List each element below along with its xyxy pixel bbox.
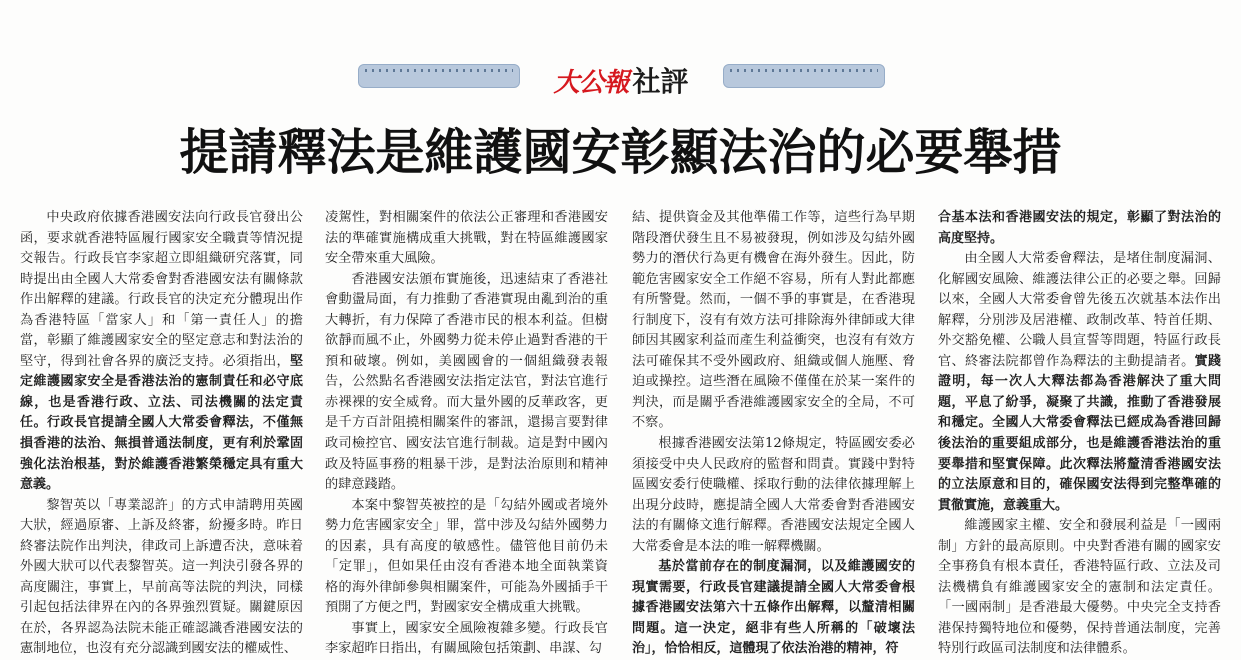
body-text: 結、提供資金及其他準備工作等，這些行為早期階段潛伏發生且不易被發現，例如涉及勾結外國勢力的潛伏行為更有機會在海外發生。因此，防範危害國家安全工作絕不容易，所有人對此都應有所警覺。然而，一個不爭的事實是，在香港現行制度下，沒有有效方法可排除海外律師或大律師因其國家利益而產生利益衝突，也沒有有效方法可確保其不受外國政府、組織或個人施壓、脅迫或操控。這些潛在風險不僅僅在於某一案件的判決，而是關乎香港維護國家安全的全局，不可不察。 (632, 210, 915, 431)
body-text: 中央政府依據香港國安法向行政長官發出公函，要求就香港特區履行國家安全職責等情況提交報告。行政長官李家超立即組織研究落實，同時提出由全國人大常委會對香港國安法有關條款作出解釋的建議。行政長官的決定充分體現出作為香港特區「當家人」和「第一責任人」的擔當，彰顯了維護國家安全的堅定意志和對法治的堅守，得到社會各界的廣泛支持。必須指出， (20, 210, 303, 369)
body-text: 黎智英以「專業認許」的方式申請聘用英國大狀，經過原審、上訴及終審，紛擾多時。昨日終審法院作出判決，律政司上訴遭否決，意味着外國大狀可以代表黎智英。這一判決引發各界的高度關注，事實上，早前高等法院的判決，同樣引起包括法律界在內的各界強烈質疑。關鍵原因在於，各界認為法院未能正確認識香港國安法的憲制地位，也沒有充分認識到國安法的權威性、 (20, 497, 303, 657)
text-column-2 (325, 208, 608, 657)
paragraph (20, 208, 303, 496)
paragraph (325, 496, 608, 619)
body-text: 根據香港國安法第12條規定，特區國安委必須接受中央人民政府的監督和問責。實踐中對特區國安委行使職權、採取行動的法律依據理解上出現分歧時，應提請全國人大常委會對香港國安法的有關條文進行解釋。香港國安法規定全國人大常委會是本法的唯一解釋機關。 (632, 436, 915, 554)
paragraph (325, 270, 608, 496)
body-text: 香港國安法頒布實施後，迅速結束了香港社會動盪局面，有力推動了香港實現由亂到治的重大轉折，有力保障了香港市民的根本利益。但樹欲靜而風不止，外國勢力從未停止過對香港的干預和破壞。例如，美國國會的一個組織發表報告，公然點名香港國安法指定法官，對法官進行赤裸裸的安全威脅。而大量外國的反華政客，更是千方百計阻撓相關案件的審訊，還揚言要對律政司檢控官、國安法官進行制裁。這是對中國內政及特區事務的粗暴干涉，是對法治原則和精神的肆意踐踏。 (325, 271, 608, 493)
body-text: 事實上，國家安全風險複雜多變。行政長官李家超昨日指出，有關風險包括策劃、串謀、勾 (325, 620, 608, 657)
paragraph (632, 434, 915, 557)
paragraph (325, 619, 608, 660)
emphasized-text: 堅定維護國家安全是香港法治的憲制責任和必守底線，也是香港行政、立法、司法機關的法定責任。行政長官提請全國人大常委會釋法，不僅無損香港的法治、無損普通法制度，更有利於鞏固強化法治根基，對於維護香港繁榮穩定具有重大意義。 (20, 353, 303, 493)
paragraph (938, 249, 1221, 516)
masthead-left-ornament (358, 64, 520, 88)
paragraph (938, 208, 1221, 249)
paragraph (938, 516, 1221, 660)
body-text: 維護國家主權、安全和發展利益是「一國兩制」方針的最高原則。中央對香港有關的國家安全事務負有根本責任，香港特區行政、立法及司法機構負有維護國家安全的憲制和法定責任。「一國兩制」是香港最大優勢。中央完全支持香港保持獨特地位和優勢，保持普通法制度，完善特別行政區司法制度和法律體系。 (938, 518, 1221, 657)
body-text: 由全國人大常委會釋法，是堵住制度漏洞、化解國安風險、維護法律公正的必要之舉。回歸以來，全國人大常委會曾先後五次就基本法作出解釋，分別涉及居港權、政制改革、特首任期、外交豁免權、公職人員宣誓等問題，特區行政長官、終審法院都曾作為釋法的主動提請者。 (938, 251, 1221, 369)
body-text: 凌駕性，對相關案件的依法公正審理和香港國安法的準確實施構成重大挑戰，對在特區維護國家安全帶來重大風險。 (325, 210, 608, 267)
text-column-4 (938, 208, 1221, 657)
masthead (0, 52, 1241, 98)
masthead-right-ornament (723, 64, 885, 88)
text-column-3 (632, 208, 915, 657)
emphasized-text: 基於當前存在的制度漏洞，以及維護國安的現實需要，行政長官建議提請全國人大常委會根據香港國安法第六十五條作出解釋，以釐清相關問題。這一決定，絕非有些人所稱的「破壞法治」，恰恰相反，這體現了依法治港的精神，符 (632, 559, 915, 657)
body-text: 本案中黎智英被控的是「勾結外國或者境外勢力危害國家安全」罪，當中涉及勾結外國勢力的因素，具有高度的敏感性。儘管他目前仍未「定罪」，但如果任由沒有香港本地全面執業資格的海外律師參與相關案件，可能為外國插手干預開了方便之門，對國家安全構成重大挑戰。 (325, 497, 608, 616)
emphasized-text: 實踐證明，每一次人大釋法都為香港解決了重大問題，平息了紛爭，凝聚了共識，推動了香港發展和穩定。全國人大常委會釋法已經成為香港回歸後法治的重要組成部分，也是維護香港法治的重要舉措和堅實保障。此次釋法將釐清香港國安法的立法原意和目的，確保國安法得到完整準確的貫徹實施，意義重大。 (938, 353, 1221, 513)
paragraph (325, 208, 608, 270)
editorial-headline: 提請釋法是維護國安彰顯法治的必要舉措 (179, 124, 1062, 181)
paragraph (20, 496, 303, 660)
paragraph (632, 208, 915, 434)
section-label: 社評 (632, 65, 689, 98)
emphasized-text: 合基本法和香港國安法的規定，彰顯了對法治的高度堅持。 (938, 210, 1221, 246)
paragraph (632, 557, 915, 660)
masthead-brand (528, 60, 714, 98)
text-column-1 (20, 208, 303, 657)
newspaper-logo: 大公報 (553, 68, 629, 98)
